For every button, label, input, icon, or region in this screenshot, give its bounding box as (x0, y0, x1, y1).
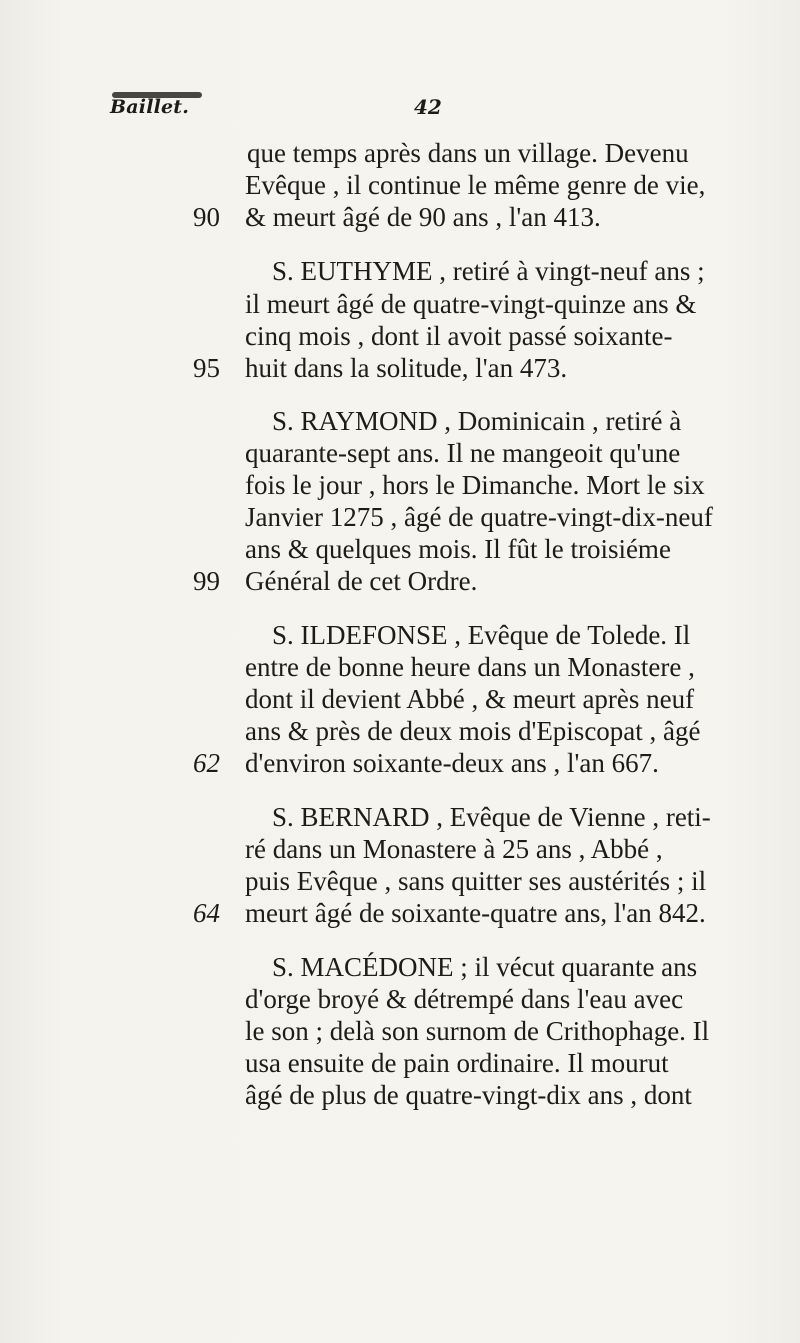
text-line: d'environ soixante-deux ans , l'an 667. (245, 748, 659, 778)
text-line: fois le jour , hors le Dimanche. Mort le six (245, 470, 705, 500)
page-number: 42 (414, 95, 442, 119)
text-line: puis Evêque , sans quitter ses austérités ; il (245, 866, 707, 896)
text-line: le son ; delà son surnom de Crithophage. Il (245, 1016, 710, 1046)
margin-number: 95 (193, 353, 220, 383)
text-line: S. BERNARD , Evêque de Vienne , reti- (272, 802, 711, 832)
margin-number: 90 (193, 202, 220, 232)
text-line: que temps après dans un village. Devenu (247, 138, 689, 168)
text-line: âgé de plus de quatre-vingt-dix ans , dont (245, 1080, 692, 1110)
text-line: entre de bonne heure dans un Monastere , (245, 652, 695, 682)
text-line: S. ILDEFONSE , Evêque de Tolede. Il (272, 620, 691, 650)
text-line: ré dans un Monastere à 25 ans , Abbé , (245, 834, 663, 864)
text-line: Janvier 1275 , âgé de quatre-vingt-dix-neuf (245, 502, 713, 532)
text-line: quarante-sept ans. Il ne mangeoit qu'une (245, 438, 681, 468)
text-line: & meurt âgé de 90 ans , l'an 413. (245, 202, 601, 232)
text-line: S. EUTHYME , retiré à vingt-neuf ans ; (272, 256, 705, 286)
text-line: cinq mois , dont il avoit passé soixante- (245, 321, 673, 351)
text-line: Général de cet Ordre. (245, 566, 478, 596)
margin-number: 64 (193, 898, 220, 928)
text-line: Evêque , il continue le même genre de vie, (245, 170, 706, 200)
text-line: usa ensuite de pain ordinaire. Il mourut (245, 1048, 669, 1078)
text-line: ans & près de deux mois d'Episcopat , âgé (245, 716, 701, 746)
text-line: S. RAYMOND , Dominicain , retiré à (272, 406, 682, 436)
running-head: Baillet. (110, 96, 190, 118)
text-line: ans & quelques mois. Il fût le troisiéme (245, 534, 671, 564)
text-line: S. MACÉDONE ; il vécut quarante ans (272, 952, 698, 982)
text-line: il meurt âgé de quatre-vingt-quinze ans & (245, 289, 697, 319)
text-line: meurt âgé de soixante-quatre ans, l'an 842. (245, 898, 706, 928)
margin-number: 62 (193, 748, 220, 778)
text-line: d'orge broyé & détrempé dans l'eau avec (245, 984, 684, 1014)
text-line: dont il devient Abbé , & meurt après neuf (245, 684, 695, 714)
text-line: huit dans la solitude, l'an 473. (245, 353, 568, 383)
margin-number: 99 (193, 566, 220, 596)
